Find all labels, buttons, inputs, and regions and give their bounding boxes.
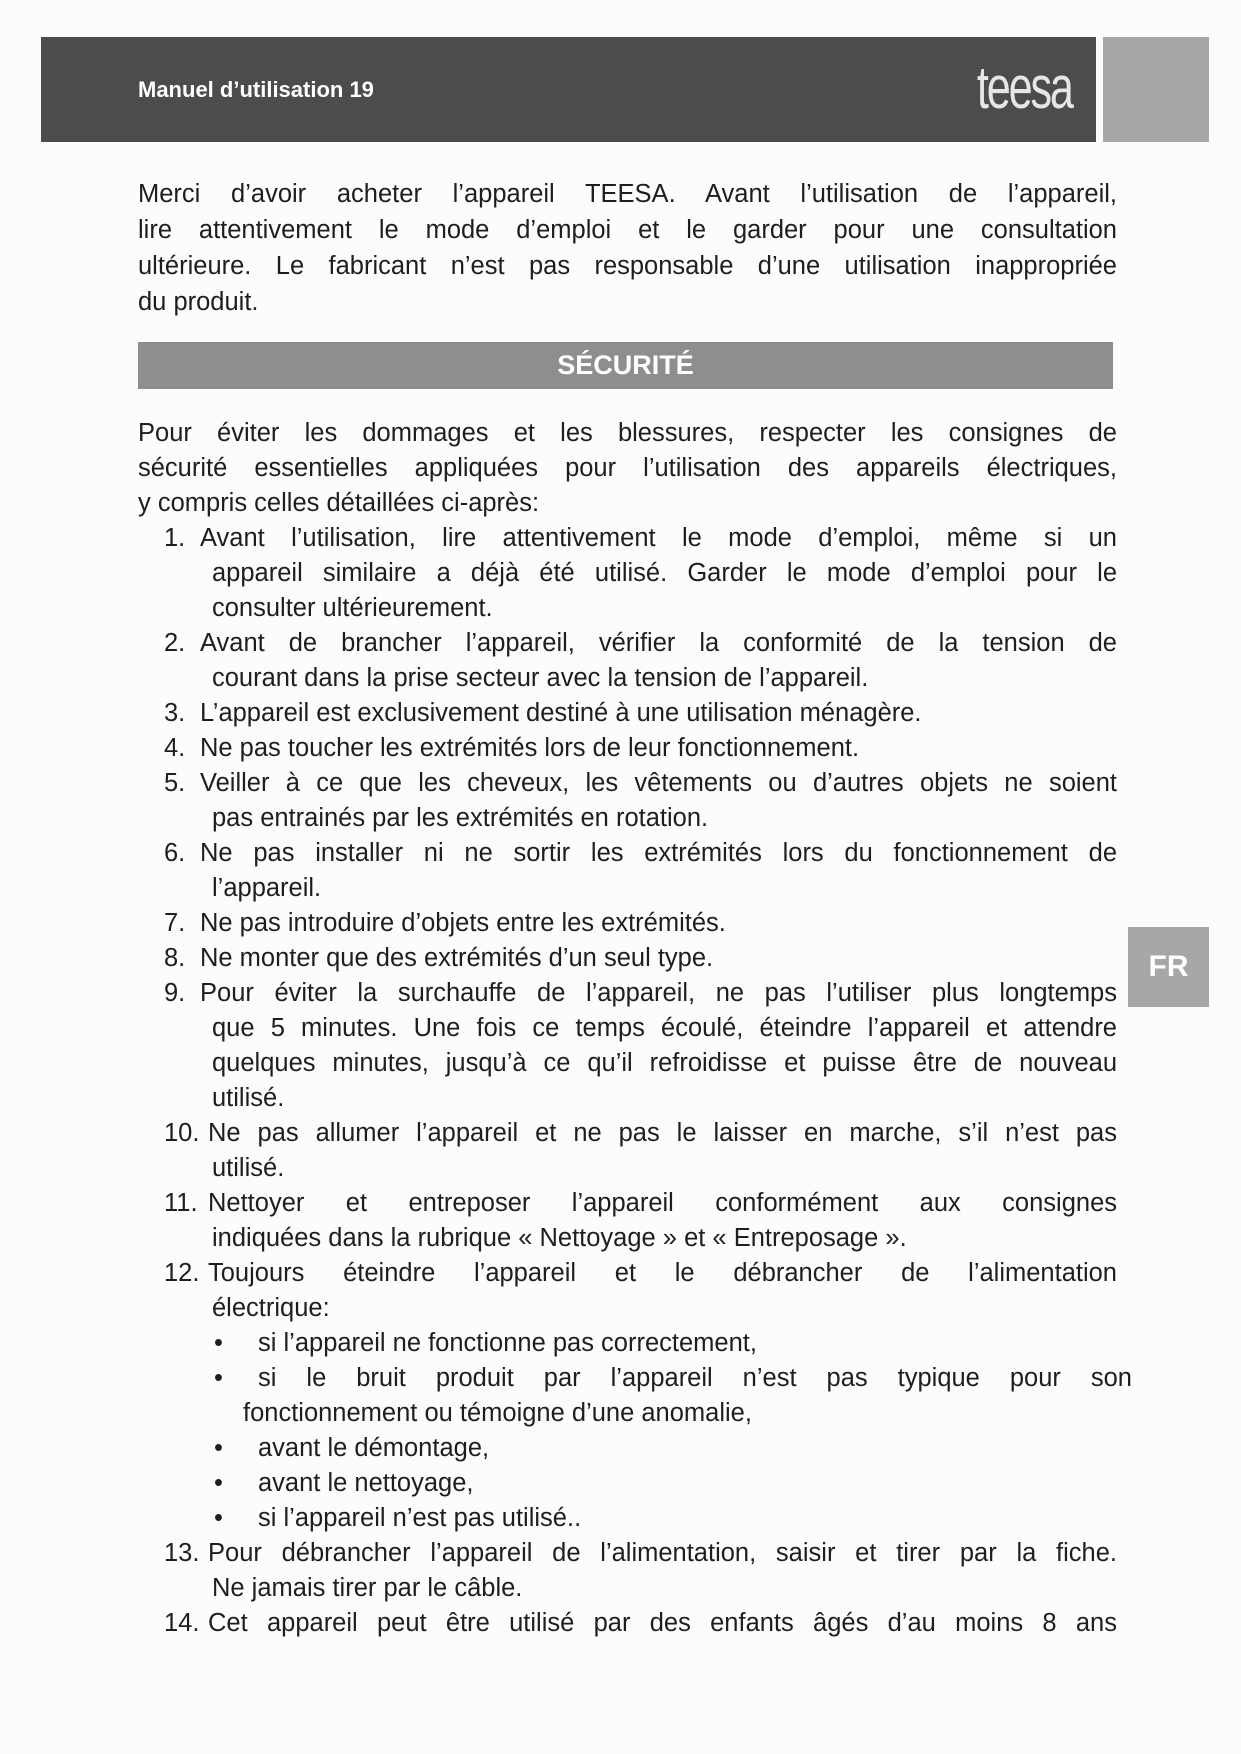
list-item-line: utilisé. xyxy=(212,1084,285,1112)
bullet-marker: • xyxy=(214,1434,223,1462)
list-item-line: Ne pas toucher les extrémités lors de leur fonctionnement. xyxy=(200,734,860,762)
bullet-marker: • xyxy=(214,1329,223,1357)
list-item-line: indiquées dans la rubrique « Nettoyage » et « Entreposage ». xyxy=(212,1224,907,1252)
list-number: 6. xyxy=(164,839,186,867)
list-item-line: Pour éviter la surchauffe de l’appareil, ne pas l’utiliser plus longtemps xyxy=(200,979,1117,1007)
paragraph-line: sécurité essentielles appliquées pour l’utilisation des appareils électriques, xyxy=(138,454,1117,482)
list-number: 11. xyxy=(164,1189,198,1217)
list-item-line: L’appareil est exclusivement destiné à une utilisation ménagère. xyxy=(200,699,922,727)
list-item-line: Ne pas installer ni ne sortir les extrémités lors du fonctionnement de xyxy=(200,839,1117,867)
page-header xyxy=(41,37,1096,142)
list-item-line: que 5 minutes. Une fois ce temps écoulé, éteindre l’appareil et attendre xyxy=(212,1014,1117,1042)
list-item-line: Veiller à ce que les cheveux, les vêtements ou d’autres objets ne soient xyxy=(200,769,1117,797)
list-number: 3. xyxy=(164,699,186,727)
intro-line: ultérieure. Le fabricant n’est pas responsable d’une utilisation inappropriée xyxy=(138,252,1117,280)
language-tab: FR xyxy=(1128,927,1209,1007)
section-heading: SÉCURITÉ xyxy=(138,342,1113,389)
list-item-line: consulter ultérieurement. xyxy=(212,594,493,622)
intro-line: lire attentivement le mode d’emploi et le garder pour une consultation xyxy=(138,216,1117,244)
list-number: 7. xyxy=(164,909,186,937)
list-item-line: Avant de brancher l’appareil, vérifier la conformité de la tension de xyxy=(200,629,1117,657)
list-number: 10. xyxy=(164,1119,200,1147)
list-item-line: courant dans la prise secteur avec la tension de l’appareil. xyxy=(212,664,869,692)
paragraph-line: y compris celles détaillées ci-après: xyxy=(138,489,540,517)
list-item-line: l’appareil. xyxy=(212,874,322,902)
list-item-line: utilisé. xyxy=(212,1154,285,1182)
list-item-line: si l’appareil n’est pas utilisé.. xyxy=(258,1504,582,1532)
list-item-line: fonctionnement ou témoigne d’une anomalie, xyxy=(243,1399,752,1427)
list-number: 9. xyxy=(164,979,186,1007)
list-number: 2. xyxy=(164,629,186,657)
bullet-marker: • xyxy=(214,1469,223,1497)
header-title: Manuel d’utilisation 19 xyxy=(138,77,374,102)
list-number: 4. xyxy=(164,734,186,762)
list-item-line: avant le nettoyage, xyxy=(258,1469,474,1497)
list-item-line: Cet appareil peut être utilisé par des enfants âgés d’au moins 8 ans xyxy=(208,1609,1117,1637)
list-item-line: si le bruit produit par l’appareil n’est pas typique pour son xyxy=(258,1364,1132,1392)
list-number: 13. xyxy=(164,1539,200,1567)
list-item-line: électrique: xyxy=(212,1294,330,1322)
list-number: 1. xyxy=(164,524,186,552)
list-item-line: Avant l’utilisation, lire attentivement le mode d’emploi, même si un xyxy=(200,524,1117,552)
paragraph-line: Pour éviter les dommages et les blessures, respecter les consignes de xyxy=(138,419,1117,447)
list-item-line: quelques minutes, jusqu’à ce qu’il refroidisse et puisse être de nouveau xyxy=(212,1049,1117,1077)
intro-line: Merci d’avoir acheter l’appareil TEESA. Avant l’utilisation de l’appareil, xyxy=(138,180,1117,208)
list-number: 12. xyxy=(164,1259,200,1287)
list-number: 8. xyxy=(164,944,186,972)
bullet-marker: • xyxy=(214,1364,223,1392)
list-number: 14. xyxy=(164,1609,200,1637)
list-item-line: si l’appareil ne fonctionne pas correctement, xyxy=(258,1329,757,1357)
list-item-line: Ne pas allumer l’appareil et ne pas le laisser en marche, s’il n’est pas xyxy=(208,1119,1117,1147)
list-item-line: Nettoyer et entreposer l’appareil conformément aux consignes xyxy=(208,1189,1117,1217)
list-item-line: avant le démontage, xyxy=(258,1434,490,1462)
list-item-line: Ne jamais tirer par le câble. xyxy=(212,1574,523,1602)
intro-line: du produit. xyxy=(138,288,259,316)
list-number: 5. xyxy=(164,769,186,797)
teesa-logo: teesa xyxy=(977,54,1072,121)
list-item-line: pas entrainés par les extrémités en rotation. xyxy=(212,804,709,832)
list-item-line: Ne monter que des extrémités d’un seul type. xyxy=(200,944,714,972)
header-accent-block xyxy=(1103,37,1209,142)
list-item-line: Pour débrancher l’appareil de l’alimentation, saisir et tirer par la fiche. xyxy=(208,1539,1117,1567)
list-item-line: Ne pas introduire d’objets entre les extrémités. xyxy=(200,909,726,937)
bullet-marker: • xyxy=(214,1504,223,1532)
list-item-line: Toujours éteindre l’appareil et le débrancher de l’alimentation xyxy=(208,1259,1117,1287)
list-item-line: appareil similaire a déjà été utilisé. Garder le mode d’emploi pour le xyxy=(212,559,1117,587)
